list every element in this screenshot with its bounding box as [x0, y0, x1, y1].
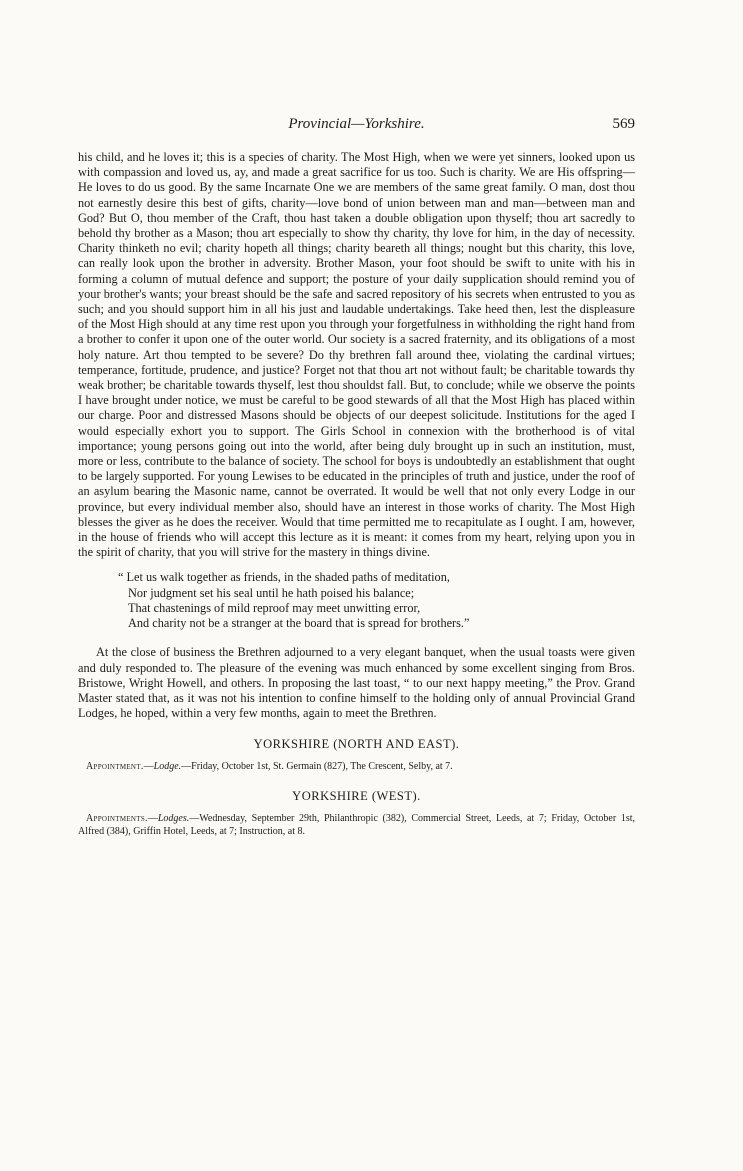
poem-quote: [118, 570, 635, 631]
notice-lodge-label: Lodges.: [157, 813, 190, 825]
notice-text: —Wednesday, September 29th, Philanthropic (382), Commercial Street, Leeds, at 7; Friday, October 1st, Alfred (384), Griffin Hotel, Leeds, at 7; Instruction, at 8.: [78, 813, 635, 838]
page-number: 569: [612, 116, 635, 132]
notice-label: Appointments.: [86, 813, 148, 825]
poem-line: And charity not be a stranger at the board that is spread for brothers.”: [128, 616, 470, 631]
poem-line: Nor judgment set his seal until he hath poised his balance;: [128, 585, 415, 600]
poem-line: That chastenings of mild reproof may meet unwitting error,: [128, 600, 421, 615]
notice-label: Appointment.: [86, 761, 144, 773]
poem-line: “ Let us walk together as friends, in the shaded paths of meditation,: [118, 570, 450, 585]
closing-paragraph: At the close of business the Brethren adjourned to a very elegant banquet, when the usual toasts were given and duly responded to. The pleasure of the evening was much enhanced by some excellent singing from Bros. Bristowe, Wright Howell, and others. In proposing the last toast, “ to our next happy meeting,” the Prov. Grand Master stated that, as it was not his intention to confine himself to the holding only of annual Provincial Grand Lodges, he hoped, within a very few months, again to meet the Brethren.: [78, 645, 635, 721]
main-paragraph: his child, and he loves it; this is a species of charity. The Most High, when we were yet sinners, looked upon us with compassion and loved us, ay, and made a great sacrifice for us too. Such is charity. We are His offspring—He loves to do us good. By the same Incarnate One we are members of the same great family. O man, dost thou not earnestly desire this best of gifts, charity—love bond of union between man and man—between man and God? But O, thou member of the Craft, thou hast taken a double obligation upon thyself; thou art sacredly to behold thy brother as a Mason; thou art especially to show thy charity, thy love for him, in the day of necessity. Charity thinketh no evil; charity hopeth all things; charity beareth all things; nought but this charity, this love, can really look upon the brother in adversity. Brother Mason, your foot should be swift to unite with his in forming a column of mutual defence and support; the posture of your daily supplication should remind you of your brother's wants; your breast should be the safe and sacred repository of his secrets when entrusted to you as such; and you should support him in all his just and laudable undertakings. Take heed then, lest the displeasure of the Most High should at any time rest upon you through your forgetfulness in withholding the right hand from a brother to confer it upon one of the outer world. Our society is a sacred fraternity, and its obligations of a most holy nature. Art thou tempted to be severe? Do thy brethren fall around thee, violating the cardinal virtues; temperance, fortitude, prudence, and justice? Forget not that thou art not without fault; be charitable towards thy weak brother; be charitable towards thyself, lest thou shouldst fall. But, to conclude; while we observe the points I have brought under notice, we must be careful to be good stewards of all that the Most High has placed within our charge. Poor and distressed Masons should be objects of our deepest solicitude. Institutions for the aged I would especially exhort you to support. The Girls School in connexion with the brotherhood is of vital importance; young persons going out into the world, after being duly brought up in such an institution, must, more or less, contribute to the balance of society. The school for boys is undoubtedly an establishment that ought to be largely supported. For young Lewises to be educated in the principles of truth and justice, under the roof of an asylum bearing the Masonic name, cannot be overrated. It would be well that not only every Lodge in our province, but every individual member also, should have an interest in those works of charity. The Most High blesses the giver as he does the receiver. Would that time permitted me to recapitulate as I ought. I am, however, in the house of friends who will accept this lecture as it is meant: it comes from my heart, relying upon you in the spirit of charity, that you will strive for the mastery in things divine.: [78, 150, 635, 560]
notice-lodge-label: Lodge.: [153, 761, 182, 773]
page: [78, 116, 635, 838]
notice-west: Appointments.—Lodges.—Wednesday, September 29th, Philanthropic (382), Commercial Street, Leeds, at 7; Friday, October 1st, Alfred (384), Griffin Hotel, Leeds, at 7; Instruction, at 8.: [78, 813, 635, 838]
section-heading-north-east: YORKSHIRE (NORTH AND EAST).: [253, 737, 460, 752]
article-body: [78, 150, 635, 721]
page-header: [78, 116, 635, 142]
notice-text: —Friday, October 1st, St. Germain (827), The Crescent, Selby, at 7.: [181, 761, 453, 773]
notice-north-east: Appointment.—Lodge.—Friday, October 1st, St. Germain (827), The Crescent, Selby, at 7.: [86, 761, 453, 773]
running-title: Provincial—Yorkshire.: [288, 116, 425, 132]
section-heading-west: YORKSHIRE (WEST).: [292, 789, 421, 804]
